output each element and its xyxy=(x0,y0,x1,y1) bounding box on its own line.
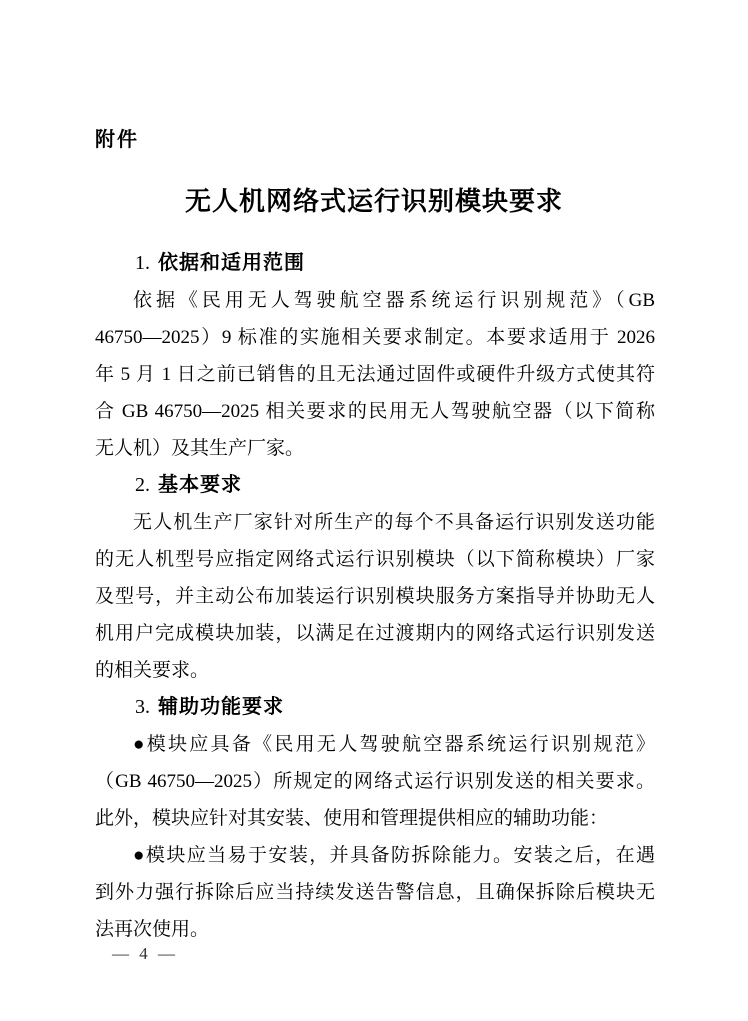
body-line: 机用户完成模块加装，以满足在过渡期内的网络式运行识别发送 xyxy=(95,623,655,644)
section-1-heading xyxy=(95,245,655,282)
section-3-title: 辅助功能要求 xyxy=(158,696,284,718)
section-1-title: 依据和适用范围 xyxy=(158,252,305,274)
section-3-number: 3. xyxy=(135,696,150,718)
body-line: 法再次使用。 xyxy=(95,919,210,940)
document-title: 无人机网络式运行识别模块要求 xyxy=(184,187,563,216)
page-number: — 4 — xyxy=(112,944,178,963)
body-line: 合 GB 46750—2025 相关要求的民用无人驾驶航空器（以下简称 xyxy=(95,401,655,422)
attachment-label: 附件 xyxy=(95,129,139,151)
section-2-title: 基本要求 xyxy=(158,474,242,496)
body-line: （GB 46750—2025）所规定的网络式运行识别发送的相关要求。 xyxy=(95,771,655,792)
body-line: 无人机生产厂家针对所生产的每个不具备运行识别发送功能 xyxy=(133,512,655,533)
body-line: 无人机）及其生产厂家。 xyxy=(95,438,305,459)
section-3-heading xyxy=(95,689,655,726)
bullet-line: ●模块应具备《民用无人驾驶航空器系统运行识别规范》 xyxy=(133,734,655,755)
section-1-number: 1. xyxy=(135,252,150,274)
body-line: 的无人机型号应指定网络式运行识别模块（以下简称模块）厂家 xyxy=(95,549,655,570)
bullet-line: ●模块应当易于安装，并具备防拆除能力。安装之后，在遇 xyxy=(133,845,655,866)
section-2-heading xyxy=(95,467,655,504)
body-line: 此外，模块应针对其安装、使用和管理提供相应的辅助功能： xyxy=(95,808,609,829)
body-line: 的相关要求。 xyxy=(95,660,210,681)
section-2-number: 2. xyxy=(135,474,150,496)
body-line: 46750—2025）9 标准的实施相关要求制定。本要求适用于 2026 xyxy=(95,327,655,348)
body-line: 到外力强行拆除后应当持续发送告警信息，且确保拆除后模块无 xyxy=(95,882,655,903)
body-line: 及型号，并主动公布加装运行识别模块服务方案指导并协助无人 xyxy=(95,586,655,607)
body-line: 依据《民用无人驾驶航空器系统运行识别规范》（GB xyxy=(133,290,655,311)
body-line: 年 5 月 1 日之前已销售的且无法通过固件或硬件升级方式使其符 xyxy=(95,364,655,385)
document-body xyxy=(95,245,655,948)
